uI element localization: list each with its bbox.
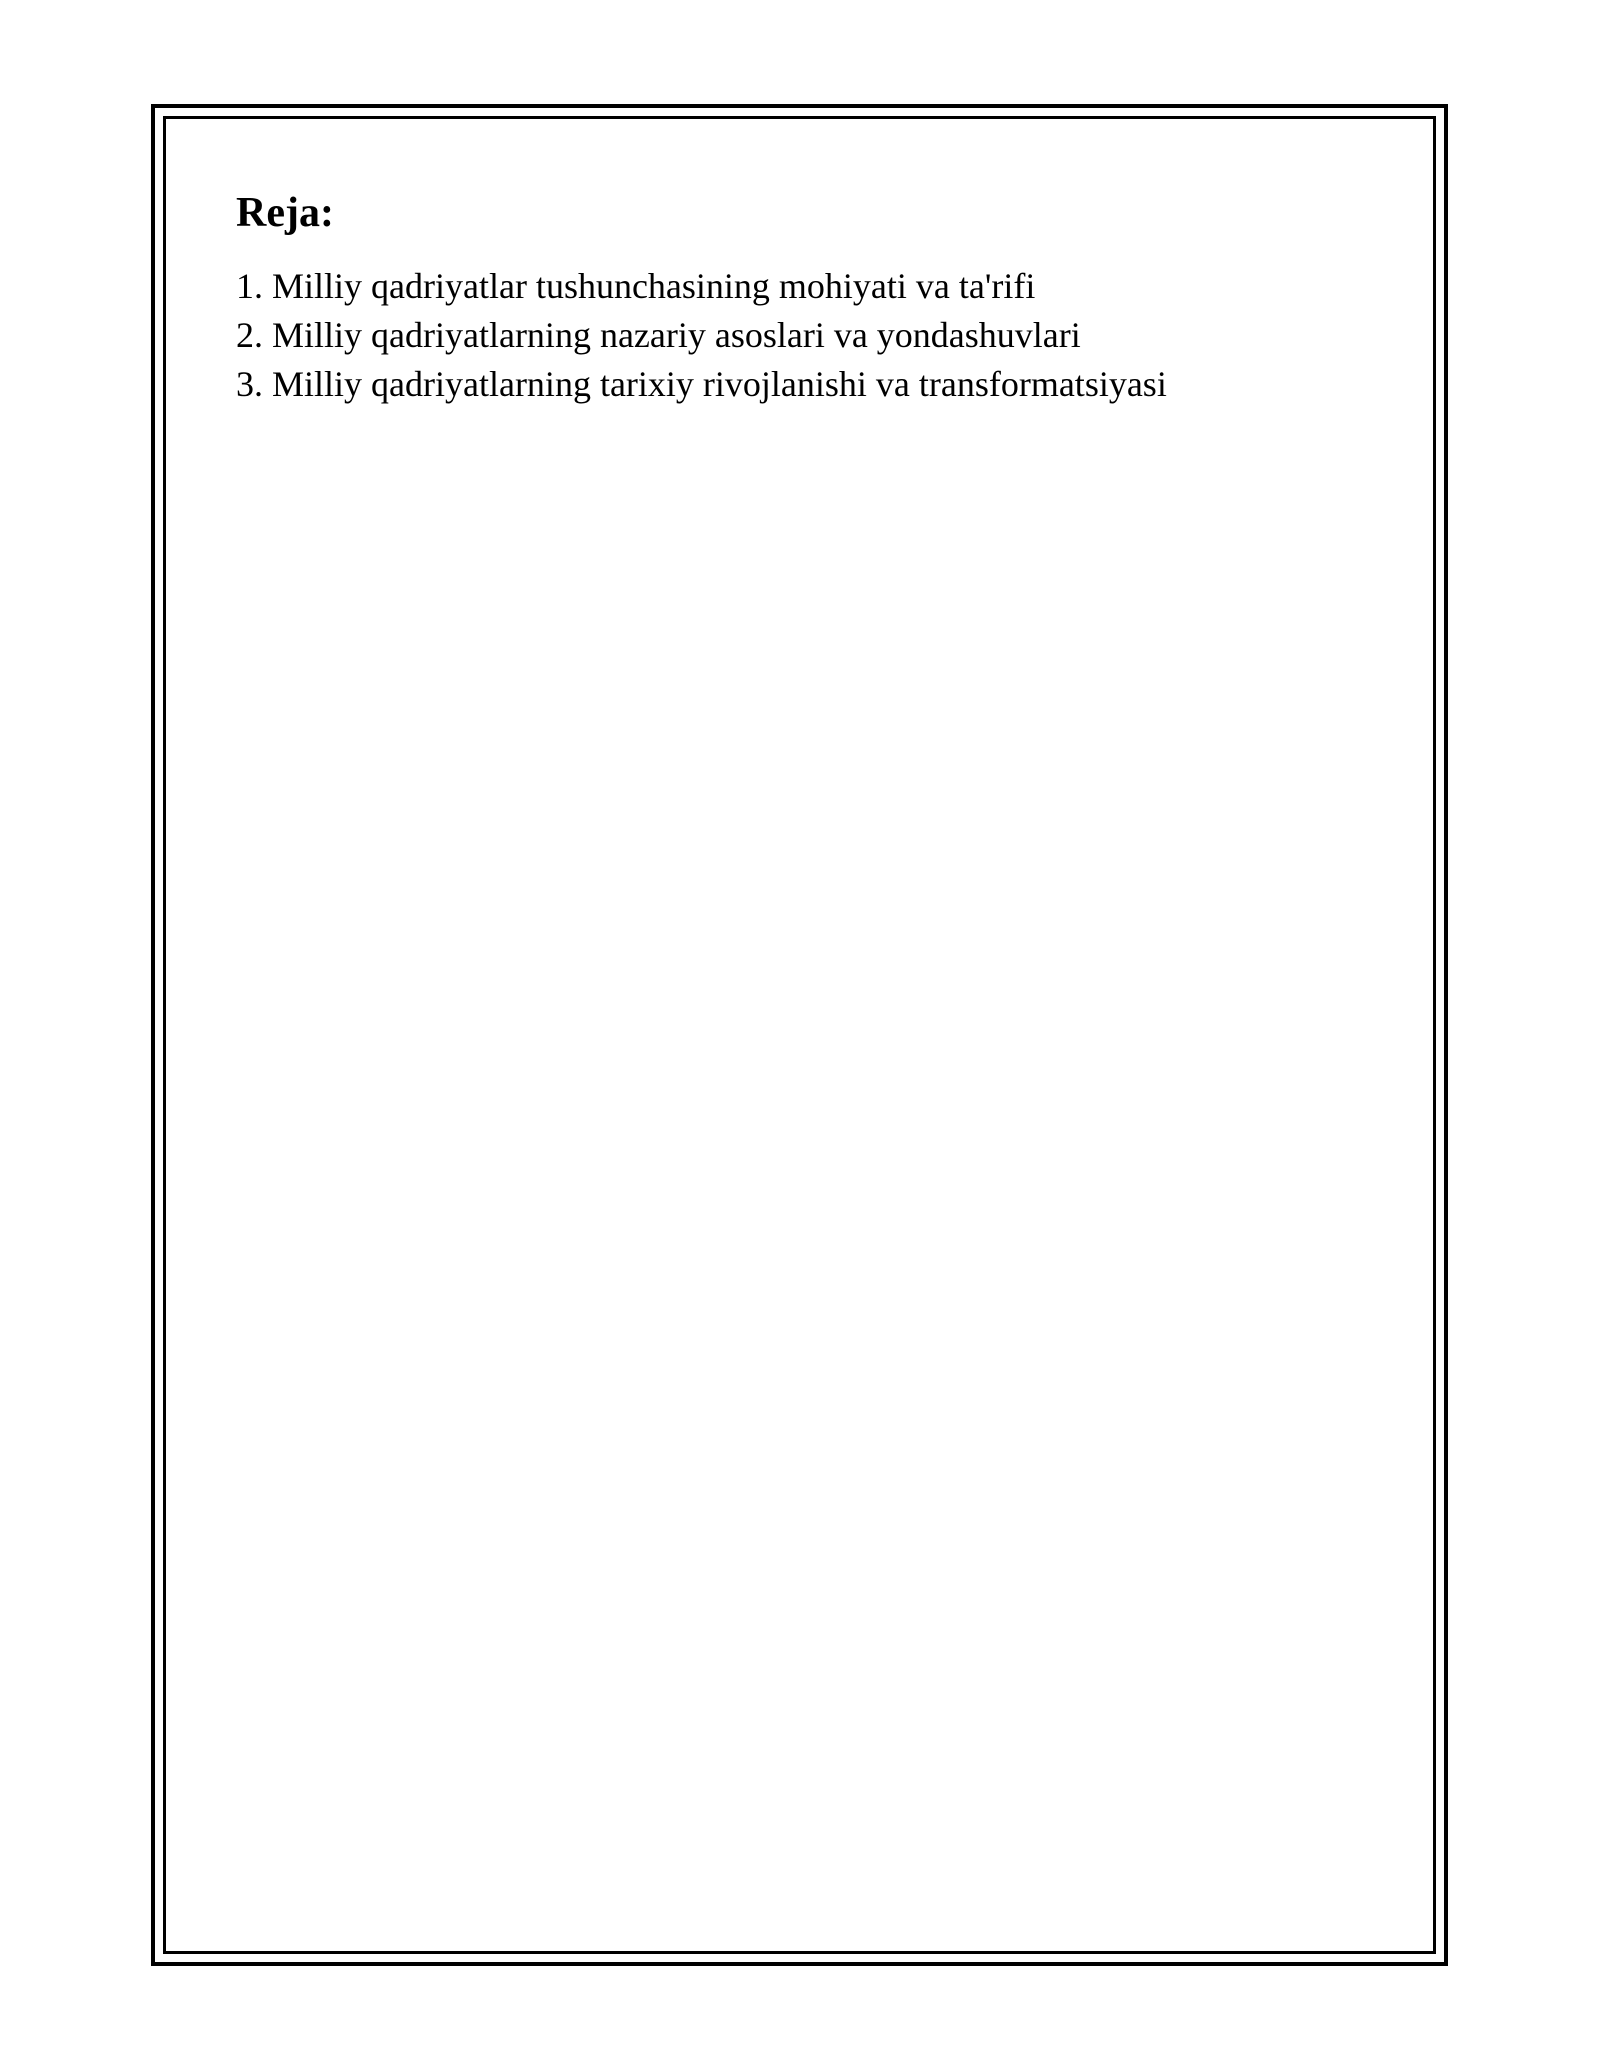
document-content xyxy=(236,188,1386,409)
plan-item: 1. Milliy qadriyatlar tushunchasining mohiyati va ta'rifi xyxy=(236,266,1036,306)
plan-item: 2. Milliy qadriyatlarning nazariy asoslari va yondashuvlari xyxy=(236,315,1081,355)
plan-title: Reja: xyxy=(236,190,334,236)
plan-item: 3. Milliy qadriyatlarning tarixiy rivojlanishi va transformatsiyasi xyxy=(236,364,1167,404)
plan-list xyxy=(236,262,1386,409)
